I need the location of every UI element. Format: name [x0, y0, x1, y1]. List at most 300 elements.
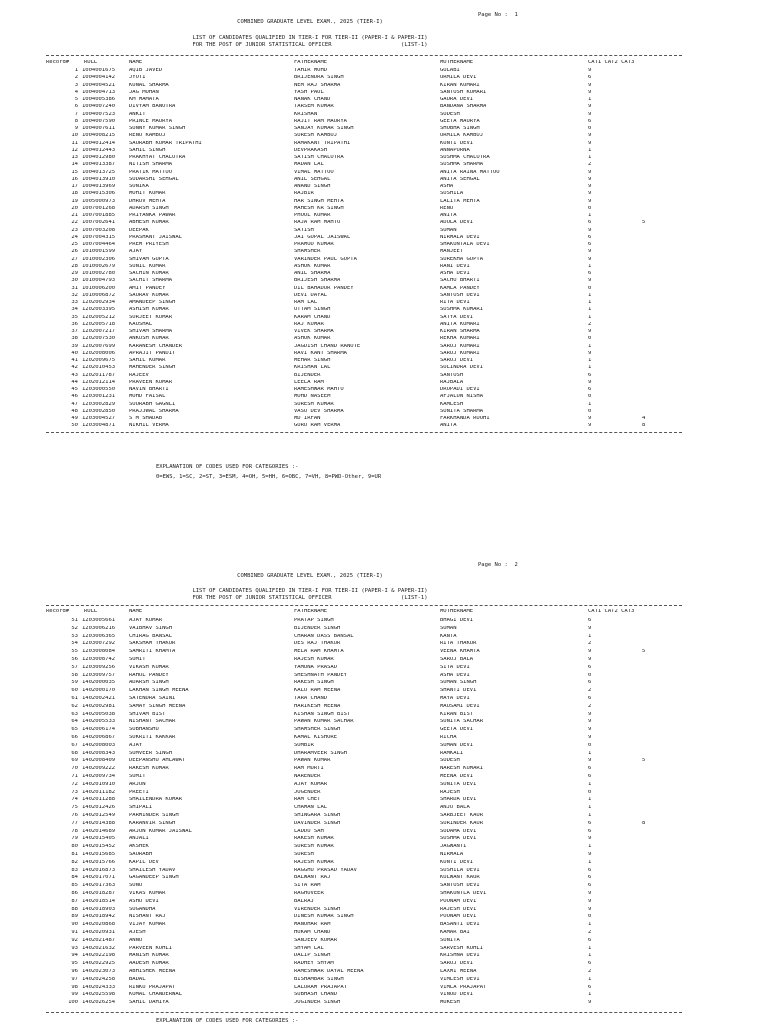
table-row	[0, 751, 768, 757]
table-row	[0, 409, 768, 415]
mother-name: SANTOSH KUMARI	[440, 89, 487, 95]
category-1: 9	[588, 256, 592, 262]
roll-number: 1004007611	[82, 126, 116, 131]
roll-number: 1203006365	[82, 633, 116, 639]
mother-name: RITA DEVI	[440, 300, 470, 305]
father-name: SHYAM LAL	[294, 945, 324, 951]
mother-name: KAMAR BAI	[440, 930, 470, 935]
mother-name: SANTOSH DEVI	[440, 883, 480, 889]
father-name: KRISHAN LAL	[294, 365, 331, 371]
category-1: 1	[588, 314, 592, 320]
category-1: 0	[588, 205, 592, 211]
mother-name: ASHA DEVI	[440, 672, 470, 678]
category-1: 2	[588, 969, 592, 974]
category-1: 1	[588, 213, 592, 218]
record-number: 49	[71, 416, 78, 421]
category-1: 2	[588, 688, 592, 694]
category-1: 9	[588, 169, 592, 175]
category-1: 9	[588, 423, 592, 429]
father-name: JOGINDER SINGH	[294, 1000, 341, 1006]
category-1: 0	[588, 672, 592, 678]
category-1: 1	[588, 781, 592, 787]
roll-number: 1203002850	[82, 408, 116, 414]
record-number: 25	[71, 242, 78, 247]
candidate-name: JAG MOHAN	[129, 89, 159, 95]
record-number: 7	[74, 111, 78, 117]
roll-number: 1007001885	[82, 213, 116, 218]
candidate-name: PRASHANT JAISWAL	[129, 234, 182, 240]
mother-name: ANITA	[440, 213, 457, 218]
record-number: 3	[74, 82, 78, 88]
candidate-name: SUMIT	[129, 657, 146, 662]
mother-name: GAURA DEVI	[440, 97, 474, 102]
roll-number: 1402010910	[82, 781, 116, 787]
mother-name: URMILA DEVI	[440, 75, 477, 81]
table-row	[0, 688, 768, 694]
table-row	[0, 307, 768, 313]
category-1: 6	[588, 387, 592, 392]
mother-name: SHAKUNTALA DEVI	[440, 242, 490, 247]
table-row	[0, 177, 768, 183]
divider	[46, 432, 682, 433]
category-1: 6	[588, 883, 592, 889]
candidate-name: SOURABH GAGNLI	[129, 401, 176, 407]
father-name: SURESH	[294, 852, 314, 857]
father-name: GURU RAM VERMA	[294, 423, 341, 429]
mother-name: ASHA	[440, 184, 454, 189]
roll-number: 1202005718	[82, 321, 116, 327]
table-row	[0, 112, 768, 118]
candidate-name: SHIVAM GUPTA	[129, 256, 169, 262]
mother-name: GEETA MAURYA	[440, 118, 480, 124]
candidate-name: AJAY KUMAR	[129, 618, 163, 623]
mother-name: SULINDRA DEVI	[440, 365, 484, 371]
record-number: 54	[71, 641, 78, 647]
category-1: 1	[588, 859, 592, 865]
father-name: SHESHNATH PANDEY	[294, 672, 347, 678]
record-number: 47	[71, 401, 78, 407]
mother-name: RANI DEVI	[440, 263, 470, 269]
record-number: 71	[71, 774, 78, 779]
father-name: RAGHUVEER	[294, 891, 324, 896]
category-1: 9	[588, 104, 592, 110]
record-number: 43	[71, 372, 78, 378]
roll-number: 1203000550	[82, 387, 116, 392]
category-1: 9	[588, 191, 592, 197]
table-row	[0, 680, 768, 686]
category-1: 1	[588, 155, 592, 160]
record-number: 41	[71, 358, 78, 363]
table-row	[0, 155, 768, 161]
table-row	[0, 119, 768, 125]
category-1: 9	[588, 711, 592, 717]
candidate-name: PRATIK MATTOO	[129, 169, 173, 175]
table-row	[0, 797, 768, 803]
mother-name: ADULA DEVI	[440, 220, 474, 226]
mother-name: SURINDER KAUR	[440, 820, 484, 826]
category-1: 6	[588, 696, 592, 701]
category-1: 9	[588, 735, 592, 740]
category-1: 9	[588, 1000, 592, 1006]
table-row	[0, 836, 768, 842]
table-row	[0, 868, 768, 874]
candidate-name: SHIPALI	[129, 805, 153, 811]
divider	[46, 55, 682, 56]
candidate-name: SAURAV KUMAR	[129, 292, 169, 298]
table-row	[0, 852, 768, 858]
candidate-name: AJAY	[129, 742, 143, 748]
table-row	[0, 641, 768, 647]
mother-name: REKHA KUMARI	[440, 336, 480, 342]
father-name: PAWAN KUMAR	[294, 758, 331, 764]
table-row	[0, 719, 768, 725]
father-name: ANIL SEHGAL	[294, 176, 331, 182]
roll-number: 1007003208	[82, 227, 116, 233]
mother-name: SHAKUNTLA DEVI	[440, 891, 487, 896]
roll-number: 1004005386	[82, 97, 116, 102]
table-row	[0, 83, 768, 89]
roll-number: 1402024258	[82, 976, 116, 982]
mother-name: SUSHMA DEVI	[440, 836, 477, 842]
roll-number: 1402015685	[82, 852, 116, 857]
category-1: 6	[588, 618, 592, 623]
roll-number: 1203009256	[82, 664, 116, 670]
category-1: 9	[588, 727, 592, 733]
table-row	[0, 162, 768, 168]
record-number: 19	[71, 198, 78, 204]
page-number: Page No : 1	[478, 12, 518, 18]
category-1: 1	[588, 300, 592, 305]
record-number: 96	[71, 969, 78, 974]
mother-name: LALITA MEHTA	[440, 198, 480, 204]
candidate-name: AQIB JAVED	[129, 68, 163, 73]
table-row	[0, 264, 768, 270]
record-number: 45	[71, 387, 78, 392]
record-number: 52	[71, 625, 78, 631]
category-1: 9	[588, 625, 592, 631]
roll-number: 1402008343	[82, 750, 116, 756]
mother-name: SUNITA	[440, 937, 460, 943]
category-1: 9	[588, 176, 592, 182]
candidate-name: AJAY	[129, 249, 143, 255]
table-row	[0, 416, 768, 422]
roll-number: 1010006200	[82, 285, 116, 291]
record-number: 10	[71, 133, 78, 139]
category-1: 9	[588, 758, 592, 764]
category-1: 6	[588, 875, 592, 881]
father-name: RAJA RAM MAHTO	[294, 220, 341, 226]
record-number: 5	[74, 97, 78, 102]
column-name: NAME	[129, 609, 143, 614]
candidate-name: APRAJIT PANDIT	[129, 350, 176, 356]
mother-name: LAXMI MEENA	[440, 969, 477, 974]
mother-name: SARBJEET KAUR	[440, 813, 484, 818]
record-number: 100	[68, 1000, 78, 1006]
category-1: 2	[588, 162, 592, 168]
explanation-title: EXPLANATION OF CODES USED FOR CATEGORIES :-	[156, 464, 299, 470]
record-number: 59	[71, 680, 78, 686]
record-number: 16	[71, 176, 78, 182]
candidate-name: PREETI	[129, 789, 149, 795]
father-name: BISHAMBAR SINGH	[294, 976, 344, 982]
roll-number: 1203001231	[82, 394, 116, 400]
table-row	[0, 293, 768, 299]
father-name: KRISHAN	[294, 111, 318, 117]
father-name: ASHOK KUMAR	[294, 263, 331, 269]
record-number: 48	[71, 408, 78, 414]
table-row	[0, 992, 768, 998]
roll-number: 1402009222	[82, 766, 116, 772]
category-1: 9	[588, 649, 592, 655]
category-1: 9	[588, 657, 592, 662]
record-number: 9	[74, 126, 78, 131]
roll-number: 1004012980	[82, 155, 116, 160]
candidate-name: DIVYAM BANOTRA	[129, 104, 176, 110]
father-name: SURESH KUMAR	[294, 844, 334, 850]
roll-number: 1203002829	[82, 401, 116, 407]
candidate-name: AADESH KUMAR	[129, 961, 169, 967]
father-name: PHOOL KUMAR	[294, 213, 331, 218]
roll-number: 1202008006	[82, 350, 116, 356]
record-number: 64	[71, 719, 78, 725]
mother-name: RAJESH	[440, 789, 460, 795]
category-3: 5	[642, 649, 646, 655]
roll-number: 1402026254	[82, 1000, 116, 1006]
father-name: ASHOK KUMAR	[294, 336, 331, 342]
father-name: BRIJENDRA SINGH	[294, 75, 344, 81]
category-1: 1	[588, 844, 592, 850]
record-number: 85	[71, 883, 78, 889]
column-father: FATHERNAME	[294, 60, 328, 65]
record-number: 76	[71, 813, 78, 818]
record-number: 13	[71, 155, 78, 160]
mother-name: MAYA DEVI	[440, 696, 470, 701]
father-name: MADAN LAL	[294, 162, 324, 168]
father-name: CHAMAN LAL	[294, 805, 328, 811]
explanation-title: EXPLANATION OF CODES USED FOR CATEGORIES :-	[156, 1018, 299, 1024]
mother-name: JAGWANTI	[440, 844, 467, 850]
mother-name: GULABI	[440, 68, 460, 73]
candidate-name: NISHANT RAJ	[129, 914, 166, 920]
table-row	[0, 126, 768, 132]
candidate-name: SAMRITI KHAMTA	[129, 649, 176, 655]
candidate-name: SUBHANSHU	[129, 727, 159, 733]
page-number: Page No : 2	[478, 562, 518, 568]
record-number: 98	[71, 984, 78, 990]
candidate-name: RAHUL PANDEY	[129, 672, 169, 678]
mother-name: VEENA KHAMTA	[440, 649, 480, 655]
record-number: 56	[71, 657, 78, 662]
roll-number: 1402021487	[82, 937, 116, 943]
mother-name: KUNTI DEVI	[440, 140, 474, 146]
mother-name: SACHU BHARTI	[440, 278, 480, 284]
table-row	[0, 735, 768, 741]
category-1: 1	[588, 922, 592, 928]
record-number: 27	[71, 256, 78, 262]
father-name: MOHD NASEEM	[294, 394, 331, 400]
table-row	[0, 380, 768, 386]
roll-number: 1202007699	[82, 343, 116, 349]
mother-name: KAMLESH	[440, 401, 464, 407]
category-1: 6	[588, 820, 592, 826]
father-name: PRATAP SINGH	[294, 618, 334, 623]
table-row	[0, 373, 768, 379]
father-name: SHINGARA SINGH	[294, 813, 341, 818]
candidate-name: SAURABH KUMAR TRIPATHI	[129, 140, 202, 146]
category-1: 9	[588, 852, 592, 857]
father-name: MEHAR SINGH	[294, 358, 331, 363]
category-1: 1	[588, 365, 592, 371]
roll-number: 1402000170	[82, 688, 116, 694]
candidate-name: ARJUN	[129, 781, 146, 787]
record-number: 46	[71, 394, 78, 400]
mother-name: SATYA DEVI	[440, 314, 474, 320]
father-name: SHAMSHER SINGH	[294, 727, 341, 733]
table-row	[0, 141, 768, 147]
record-number: 93	[71, 945, 78, 951]
father-name: RAKESH KUMAR	[294, 836, 334, 842]
mother-name: SARVESH KOHLI	[440, 945, 484, 951]
record-number: 6	[74, 104, 78, 110]
table-row	[0, 907, 768, 913]
mother-name: MEENA DEVI	[440, 774, 474, 779]
category-1: 6	[588, 75, 592, 81]
roll-number: 1010004793	[82, 278, 116, 284]
table-row	[0, 90, 768, 96]
father-name: DIL BAHADUR PANDEY	[294, 285, 354, 291]
candidate-name: NIKHIL VERMA	[129, 423, 169, 429]
table-row	[0, 891, 768, 897]
roll-number: 1402018903	[82, 906, 116, 912]
roll-number: 1402015405	[82, 836, 116, 842]
roll-number: 1402005533	[82, 719, 116, 725]
roll-number: 1402006174	[82, 727, 116, 733]
father-name: RAMESHWAR MAHTO	[294, 387, 344, 392]
list-subtitle: FOR THE POST OF JUNIOR STATISTICAL OFFICER (LIST-1)	[192, 595, 428, 601]
candidate-name: MANISH KUMAR	[129, 953, 169, 959]
record-number: 39	[71, 343, 78, 349]
candidate-name: PRAJJWAL SHARMA	[129, 408, 179, 414]
candidate-name: ANKUSH KUMAR	[129, 336, 169, 342]
list-title: LIST OF CANDIDATES QUALIFIED IN TIER-I FOR TIER-II (PAPER-I & PAPER-II)	[192, 35, 428, 41]
category-1: 6	[588, 234, 592, 240]
roll-number: 1402002421	[82, 696, 116, 701]
roll-number: 1010002780	[82, 271, 116, 276]
table-row	[0, 634, 768, 640]
record-number: 29	[71, 271, 78, 276]
father-name: YAMUNA PRASAD	[294, 664, 338, 670]
father-name: DES RAJ THAKUR	[294, 641, 341, 647]
candidate-name: S M SHADAB	[129, 416, 163, 421]
roll-number: 1005000973	[82, 198, 116, 204]
roll-number: 1010001599	[82, 249, 116, 255]
father-name: RAMESHWAR DAYAL MEENA	[294, 969, 364, 974]
candidate-name: JYOTI	[129, 75, 146, 81]
candidate-name: RAKESH KUMAR	[129, 766, 169, 772]
roll-number: 1402012549	[82, 813, 116, 818]
roll-number: 1004013969	[82, 184, 116, 189]
father-name: SURESH KAMBOJ	[294, 133, 338, 139]
candidate-name: RAJEEV	[129, 372, 149, 378]
roll-number: 1402017071	[82, 875, 116, 881]
column-mother: MOTHERNAME	[440, 609, 474, 614]
mother-name: SITA DEVI	[440, 664, 470, 670]
roll-number: 1402000035	[82, 680, 116, 686]
mother-name: KRISHNA DEVI	[440, 953, 480, 959]
category-1: 1	[588, 945, 592, 951]
mother-name: SUSHILA DEVI	[440, 867, 480, 873]
mother-name: SUNITA SACHAR	[440, 719, 484, 725]
record-number: 18	[71, 191, 78, 197]
category-3: 8	[642, 423, 646, 429]
category-3: 5	[642, 220, 646, 226]
table-row	[0, 875, 768, 881]
category-1: 9	[588, 82, 592, 88]
candidate-name: SUNIL KUMAR	[129, 263, 166, 269]
candidate-name: DEEPAK	[129, 227, 149, 233]
father-name: VARINDER PAUL GUPTA	[294, 256, 357, 262]
record-number: 75	[71, 805, 78, 811]
father-name: RAM CHET	[294, 797, 321, 803]
roll-number: 1004013725	[82, 169, 116, 175]
candidate-name: RINKU PRAJAPAT	[129, 984, 176, 990]
record-number: 28	[71, 263, 78, 269]
table-row	[0, 673, 768, 679]
record-number: 55	[71, 649, 78, 655]
roll-number: 1004007240	[82, 104, 116, 110]
record-number: 40	[71, 350, 78, 356]
roll-number: 1402018287	[82, 891, 116, 896]
candidate-name: VIJAY KUMAR	[129, 922, 166, 928]
mother-name: SANTOSH DEVI	[440, 292, 480, 298]
category-1: 6	[588, 867, 592, 873]
category-1: 0	[588, 336, 592, 342]
mother-name: VIMLESH DEVI	[440, 976, 480, 982]
record-number: 21	[71, 213, 78, 218]
category-1: 9	[588, 68, 592, 73]
mother-name: SUREKHA GUPTA	[440, 256, 484, 262]
category-1: 2	[588, 641, 592, 647]
category-1: 1	[588, 307, 592, 313]
table-row	[0, 961, 768, 967]
roll-number: 1402014388	[82, 820, 116, 826]
category-1: 6	[588, 984, 592, 990]
roll-number: 1202003395	[82, 307, 116, 313]
father-name: SANJAY KUMAR SINGH	[294, 126, 354, 131]
category-1: 9	[588, 111, 592, 117]
column-categories: CAT1 CAT2 CAT3	[588, 60, 635, 65]
father-name: NEM RAJ SHARMA	[294, 82, 341, 88]
mother-name: SUDESH	[440, 758, 460, 764]
table-row	[0, 774, 768, 780]
father-name: SOMBIR	[294, 742, 314, 748]
candidate-name: PREM PRIYESH	[129, 242, 169, 247]
table-row	[0, 257, 768, 263]
candidate-name: NITISH SHARMA	[129, 162, 173, 168]
roll-number: 1007002641	[82, 220, 116, 226]
candidate-name: SATENDRA SAINI	[129, 696, 176, 701]
candidate-name: SONIKA	[129, 184, 149, 189]
candidate-name: AMANDEEP SINGH	[129, 300, 176, 305]
candidate-name: SHAILENDRA KUMAR	[129, 797, 182, 803]
mother-name: SHOBHA SINGH	[440, 126, 480, 131]
table-row	[0, 322, 768, 328]
record-number: 68	[71, 750, 78, 756]
roll-number: 1004004521	[82, 82, 116, 88]
table-row	[0, 844, 768, 850]
mother-name: ANNAPURNA	[440, 147, 470, 153]
table-header	[0, 60, 768, 66]
